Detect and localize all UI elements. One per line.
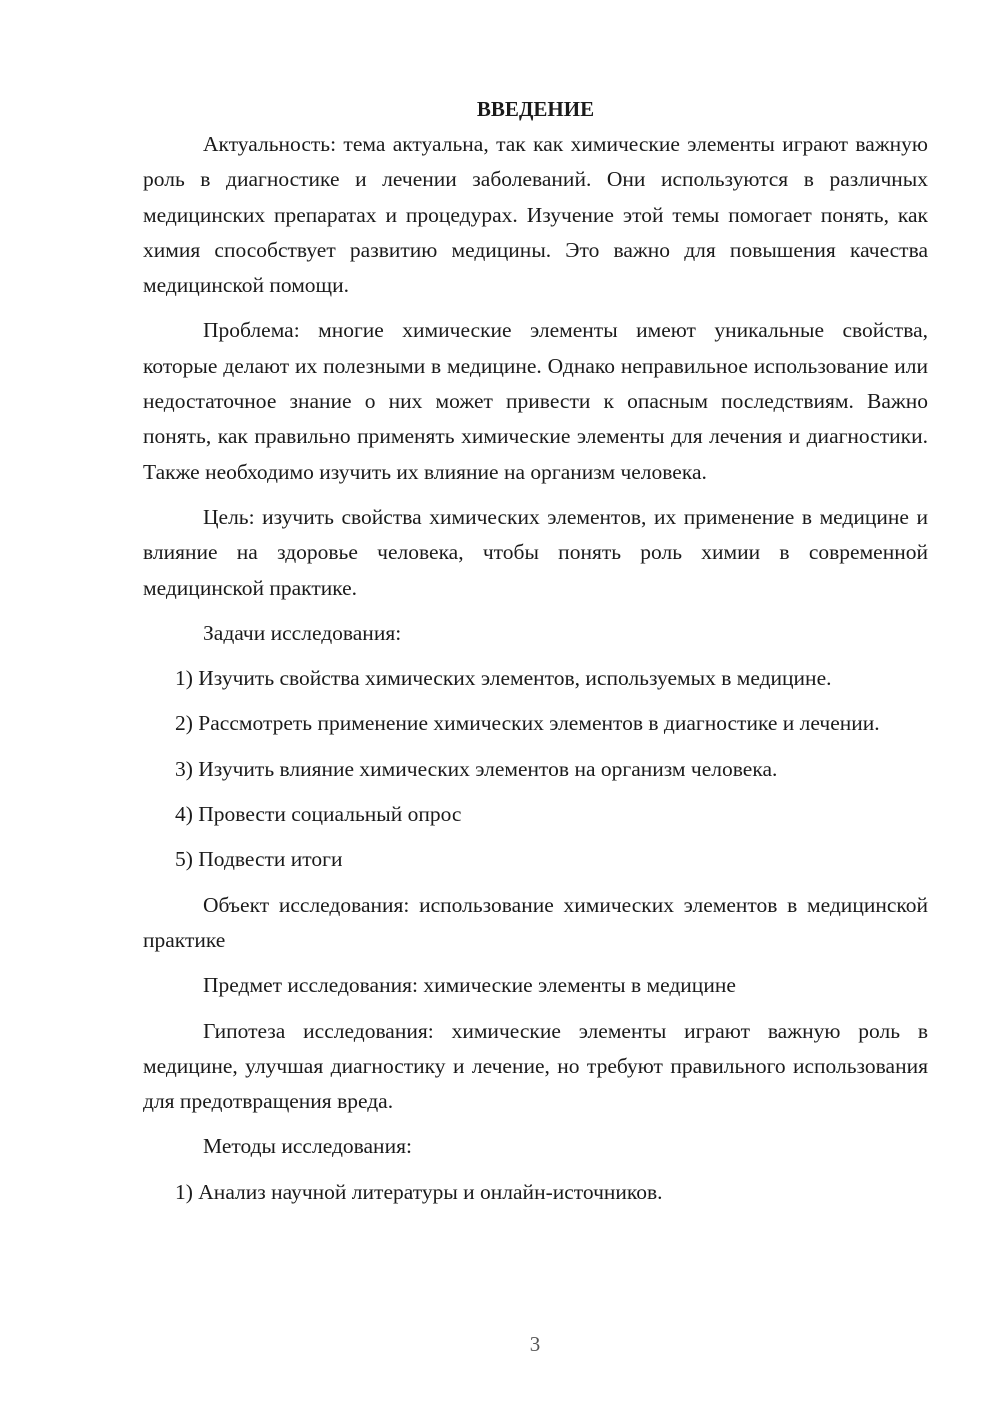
goal-paragraph: Цель: изучить свойства химических элементов, их применение в медицине и влияние на здоровье человека, чтобы понять роль химии в современной медицинской практике.: [143, 504, 928, 600]
task-item-3: 3) Изучить влияние химических элементов на организм человека.: [175, 756, 778, 781]
tasks-heading: Задачи исследования:: [203, 620, 402, 645]
page-title: ВВЕДЕНИЕ: [476, 97, 595, 121]
task-item-5: 5) Подвести итоги: [175, 847, 343, 872]
document-page: [143, 92, 928, 1220]
task-item-2: 2) Рассмотреть применение химических элементов в диагностике и лечении.: [175, 711, 880, 736]
object-paragraph: Объект исследования: использование химических элементов в медицинской практике: [143, 892, 928, 952]
methods-heading: Методы исследования:: [203, 1134, 412, 1159]
task-item-1: 1) Изучить свойства химических элементов, используемых в медицине.: [175, 666, 832, 691]
problem-paragraph: Проблема: многие химические элементы имеют уникальные свойства, которые делают их полезными в медицине. Однако неправильное использование или недостаточное знание о них может привести к опасным последствиям. Важно понять, как правильно применять химические элементы для лечения и диагностики. Также необходимо изучить их влияние на организм человека.: [143, 318, 928, 484]
hypothesis-paragraph: Гипотеза исследования: химические элементы играют важную роль в медицине, улучшая диагностику и лечение, но требуют правильного использования для предотвращения вреда.: [143, 1018, 928, 1114]
method-item-1: 1) Анализ научной литературы и онлайн-источников.: [175, 1179, 663, 1204]
task-item-4: 4) Провести социальный опрос: [175, 802, 462, 827]
page-number: 3: [529, 1332, 541, 1356]
subject-paragraph: Предмет исследования: химические элементы в медицине: [203, 973, 736, 998]
relevance-paragraph: Актуальность: тема актуальна, так как химические элементы играют важную роль в диагностике и лечении заболеваний. Они используются в различных медицинских препаратах и процедурах. Изучение этой темы помогает понять, как химия способствует развитию медицины. Это важно для повышения качества медицинской помощи.: [143, 132, 928, 298]
